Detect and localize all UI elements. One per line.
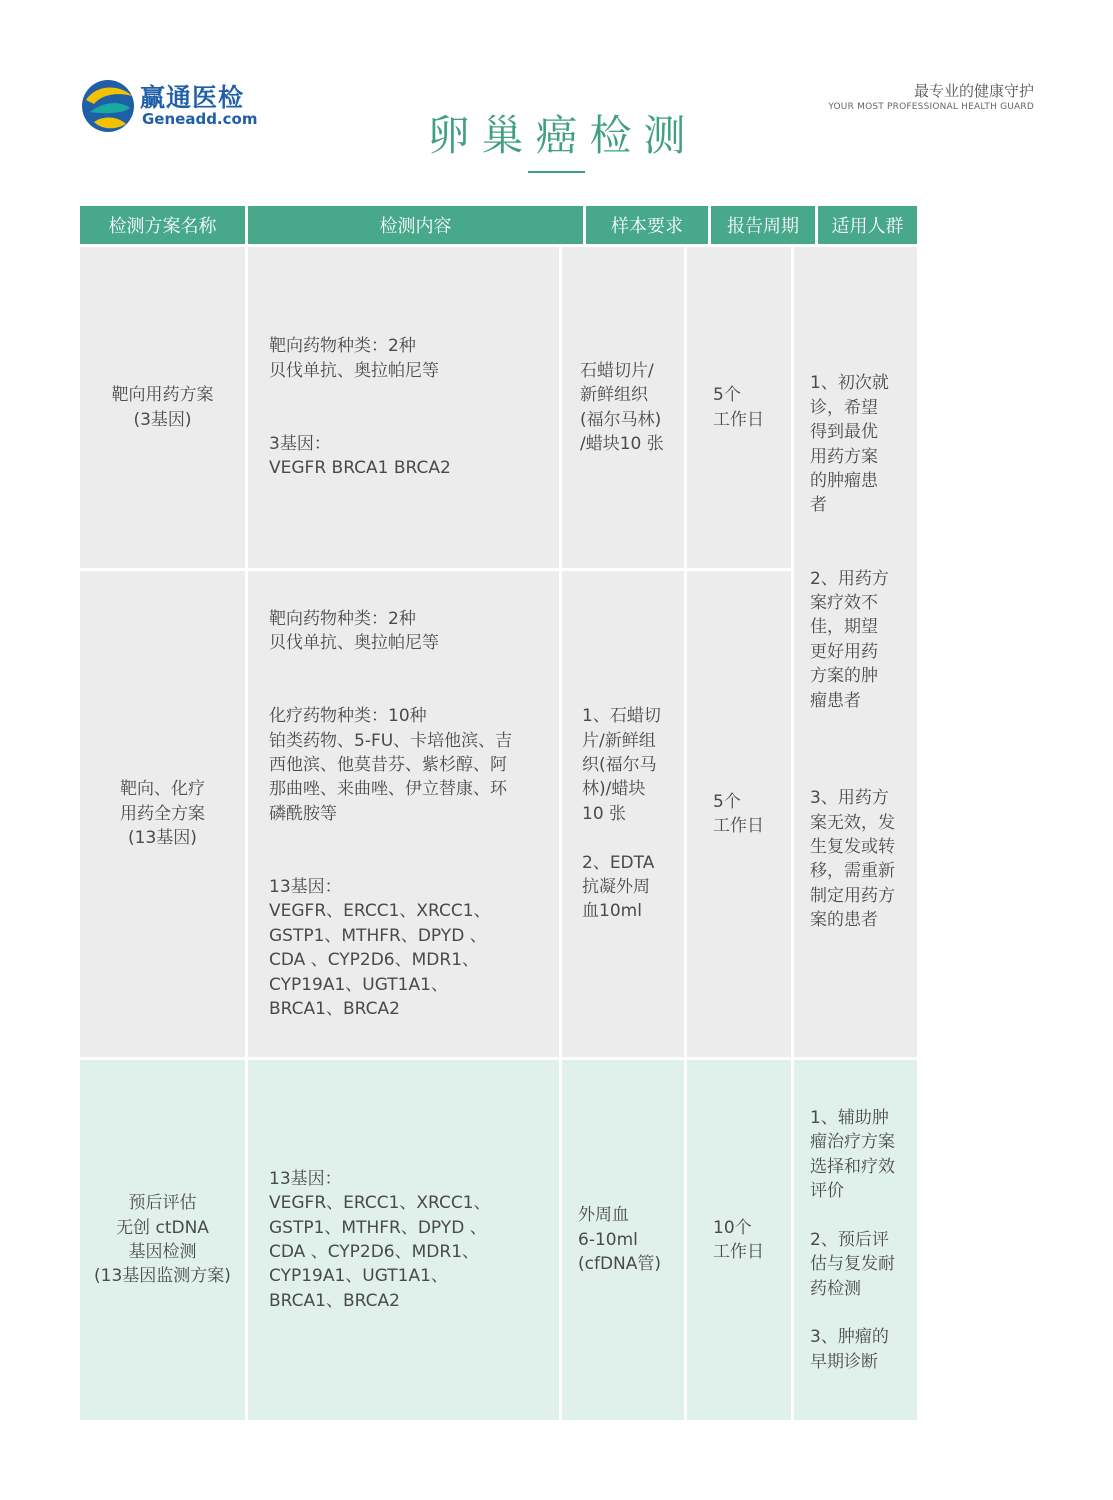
row-1-name-text: 靶向用药方案 (3基因): [111, 385, 214, 430]
header-sample: 样本要求: [586, 206, 708, 244]
row-1-content-text: 靶向药物种类：2种 贝伐单抗、奥拉帕尼等 3基因： VEGFR BRCA1 BRCA2: [269, 336, 451, 479]
row-3-name-text: 预后评估 无创 ctDNA 基因检测 (13基因监测方案): [94, 1193, 231, 1287]
row-3-sample-text: 外周血 6-10ml (cfDNA管): [578, 1205, 662, 1275]
row-2-sample-text: 1、石蜡切 片/新鲜组 织(福尔马 林)/蜡块 10 张 2、EDTA 抗凝外周 血10ml: [582, 706, 661, 922]
brand-name-cn: 赢通医检: [140, 83, 245, 112]
table-row-3-name: [80, 1060, 245, 1420]
table-row-2-sample: [562, 571, 684, 1057]
table-row-2-name: [80, 571, 245, 1057]
row-2-period-text: 5个 工作日: [713, 791, 764, 836]
header-scheme-name: 检测方案名称: [80, 206, 245, 244]
table-row-3-period: [687, 1060, 791, 1420]
title-underline: [528, 171, 585, 173]
row-3-content-text: 13基因： VEGFR、ERCC1、XRCC1、 GSTP1、MTHFR、DPYD 、 CDA 、CYP2D6、MDR1、 CYP19A1、UGT1A1、 BRCA1、BRCA2: [269, 1168, 491, 1311]
slogan-en: YOUR MOST PROFESSIONAL HEALTH GUARD: [828, 102, 1034, 112]
row-1-sample-text: 石蜡切片/ 新鲜组织 (福尔马林) /蜡块10 张: [580, 360, 664, 454]
page-title: 卵巢癌检测: [427, 111, 698, 160]
header-population: 适用人群: [818, 206, 917, 244]
row-1-period-text: 5个 工作日: [713, 385, 764, 430]
row-2-content-text: 靶向药物种类：2种 贝伐单抗、奥拉帕尼等 化疗药物种类：10种 铂类药物、5-FU、卡培他滨、吉 西他滨、他莫昔芬、紫杉醇、阿 那曲唑、来曲唑、伊立替康、环 磷酰胺等 13基因： VEGFR、ERCC1、XRCC1、 GSTP1、MTHFR、DPYD 、 CDA 、CYP2D6、MDR1、 CYP19A1、UGT1A1、 BRCA1、BRCA2: [269, 608, 513, 1020]
row-3-period-text: 10个 工作日: [713, 1217, 764, 1262]
population-group-1-text: 1、初次就 诊，希望 得到最优 用药方案 的肿瘤患 者 2、用药方 案疗效不 佳，期望 更好用药 方案的肿 瘤患者 3、用药方 案无效，发 生复发或转 移，需重新 制定用药方 案的患者: [810, 373, 895, 931]
population-group-1: [794, 247, 917, 1057]
table-row-1-content: [248, 247, 559, 568]
population-group-2: [794, 1060, 917, 1420]
row-2-name-text: 靶向、化疗 用药全方案 (13基因): [120, 779, 205, 849]
table-row-2-content: [248, 571, 559, 1057]
table-row-1-sample: [562, 247, 684, 568]
table-row-3-sample: [562, 1060, 684, 1420]
slogan-cn: 最专业的健康守护: [913, 82, 1034, 100]
table-row-3-content: [248, 1060, 559, 1420]
table-row-2-period: [687, 571, 791, 1057]
population-group-2-text: 1、辅助肿 瘤治疗方案 选择和疗效 评价 2、预后评 估与复发耐 药检测 3、肿瘤的 早期诊断: [810, 1107, 895, 1372]
header-content: 检测内容: [248, 206, 583, 244]
header-period: 报告周期: [711, 206, 815, 244]
table-row-1-name: [80, 247, 245, 568]
table-row-1-period: [687, 247, 791, 568]
brand-name-en: Geneadd.com: [142, 110, 258, 128]
